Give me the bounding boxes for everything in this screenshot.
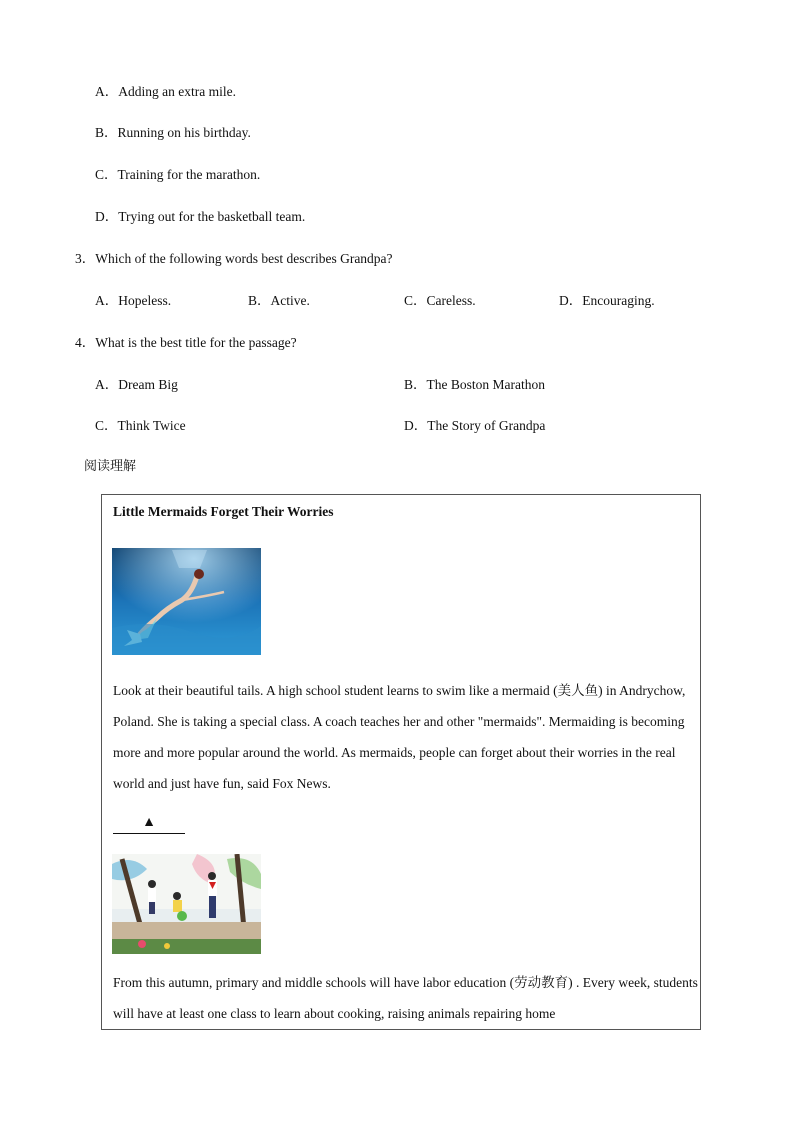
passage-paragraph-2: From this autumn, primary and middle schools will have labor education (劳动教育) . Every week, students will have at least one class to learn about cooking, raising animals repairing home [113,975,698,1021]
answer-blank: ▲ [113,813,185,834]
q4-option-b: B．The Boston Marathon [404,377,545,392]
passage-title: Little Mermaids Forget Their Worries [113,504,334,519]
q4-option-d: D．The Story of Grandpa [404,418,546,433]
q2-option-c: C．Training for the marathon. [95,167,261,182]
q2-option-b: B．Running on his birthday. [95,125,251,140]
students-photo [112,854,261,954]
passage-box [101,494,701,1030]
q3-option-d: D．Encouraging. [559,293,655,308]
section-label: 阅读理解 [84,459,137,474]
mermaid-photo [112,548,261,655]
q3-option-b: B．Active. [248,293,310,308]
question-4-stem: 4．What is the best title for the passage? [75,335,297,350]
q3-option-a: A．Hopeless. [95,293,172,308]
passage-paragraph-1: Look at their beautiful tails. A high school student learns to swim like a mermaid (美人鱼) in Andrychow, Poland. She is taking a special class. A coach teaches her and other "mermaids". Mermaiding is becoming more and more popular around the world. As mermaids, people can forget about their worries in the real world and just have fun, said Fox News. [113,683,686,791]
q3-option-c: C．Careless. [404,293,476,308]
question-3-stem: 3．Which of the following words best describes Grandpa? [75,251,393,266]
q4-option-a: A．Dream Big [95,377,178,392]
q4-option-c: C．Think Twice [95,418,186,433]
q2-option-a: A．Adding an extra mile. [95,84,236,99]
q2-option-d: D．Trying out for the basketball team. [95,209,306,224]
